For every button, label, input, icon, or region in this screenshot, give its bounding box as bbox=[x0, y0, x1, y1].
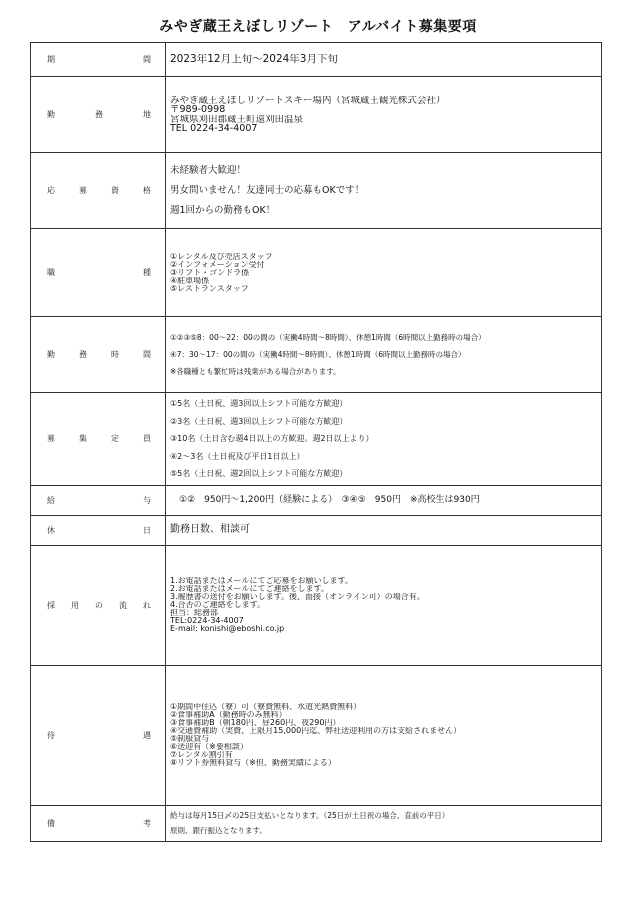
recruitment-table bbox=[30, 42, 602, 842]
row-label bbox=[47, 730, 151, 741]
page-title: みやぎ蔵王えぼしリゾート アルバイト募集要項 bbox=[159, 19, 477, 35]
value-line: ①期間中住込（寮）可（寮費無料、水道光熱費無料） bbox=[170, 703, 362, 711]
value-line: 宮城県刈田郡蔵王町遠刈田温泉 bbox=[170, 114, 304, 124]
label-char: 応 bbox=[47, 186, 55, 195]
label-char: 職 bbox=[47, 268, 55, 277]
value-line: ②食事補助A（勤務時のみ無料） bbox=[170, 711, 287, 719]
label-char: 間 bbox=[143, 350, 151, 359]
value-line: 2023年12月上旬～2024年3月下旬 bbox=[170, 54, 338, 65]
value-line: 男女問いません！友達同士の応募もOKです！ bbox=[170, 184, 365, 196]
label-char: 員 bbox=[143, 434, 151, 444]
row-value bbox=[166, 77, 602, 153]
row-value bbox=[166, 229, 602, 317]
label-char: 与 bbox=[143, 495, 151, 505]
value-line: 担当：総務部 bbox=[170, 609, 218, 617]
row-value bbox=[166, 805, 602, 841]
row-period bbox=[31, 43, 602, 77]
value-line: ⑥送迎有（※要相談） bbox=[170, 743, 248, 751]
row-value bbox=[166, 393, 602, 486]
value-line: ⑧リフト券無料貸与（※但、勤務実績による） bbox=[170, 759, 336, 767]
label-char: 備 bbox=[47, 818, 55, 828]
row-value bbox=[166, 665, 602, 805]
row-label bbox=[47, 433, 151, 444]
label-char: の bbox=[95, 600, 103, 610]
value-line: ①② 950円～1,200円（経験による） ③④⑤ 950円 ※高校生は930円 bbox=[170, 495, 480, 505]
row-benefits bbox=[31, 665, 602, 805]
value-line: ①②③⑤8：00～22：00の間の（実働4時間～8時間）、休憩1時間（6時間以上勤務時の場合） bbox=[170, 333, 486, 342]
label-char: 時 bbox=[111, 350, 119, 359]
value-line: 週1回からの勤務もOK！ bbox=[170, 204, 276, 216]
label-char: 用 bbox=[71, 600, 79, 610]
row-job-type bbox=[31, 229, 602, 317]
row-label bbox=[47, 349, 151, 360]
row-label bbox=[47, 267, 151, 278]
value-line: 4.合否のご連絡をします。 bbox=[170, 601, 265, 609]
label-char: 期 bbox=[47, 55, 55, 64]
row-notes bbox=[31, 805, 602, 841]
label-char: 給 bbox=[47, 495, 55, 505]
label-char: 種 bbox=[143, 268, 151, 277]
value-line: 3.履歴書の送付をお願いします。後、面接（オンライン可）の場合有。 bbox=[170, 593, 425, 601]
value-line: ④2～3名（土日祝及び平日1日以上） bbox=[170, 451, 305, 461]
value-line: みやぎ蔵王えぼしリゾートスキー場内（宮城蔵王観光株式会社） bbox=[170, 95, 446, 105]
label-char: 間 bbox=[143, 55, 151, 64]
row-label bbox=[47, 185, 151, 196]
row-value bbox=[166, 317, 602, 393]
value-line: 2.お電話またはメールにてご連絡をします。 bbox=[170, 585, 329, 593]
value-line: ⑤5名（土日祝、週2回以上シフト可能な方歓迎） bbox=[170, 469, 348, 478]
label-char: 休 bbox=[47, 525, 55, 535]
row-qualification bbox=[31, 153, 602, 229]
value-line: 原則、銀行振込となります。 bbox=[170, 826, 267, 835]
value-line: ⑦レンタル割引有 bbox=[170, 751, 233, 759]
value-line: TEL 0224-34-4007 bbox=[170, 124, 258, 134]
row-label bbox=[47, 54, 151, 65]
label-char: 日 bbox=[143, 525, 151, 535]
label-char: 流 bbox=[119, 600, 127, 610]
value-line: ④駐車場係 bbox=[170, 276, 210, 285]
row-holidays bbox=[31, 515, 602, 545]
row-value bbox=[166, 515, 602, 545]
value-line: ※各職種とも繁忙時は残業がある場合があります。 bbox=[170, 367, 341, 376]
value-line: 〒989-0998 bbox=[170, 105, 226, 115]
label-char: 定 bbox=[111, 434, 119, 444]
label-char: 待 bbox=[47, 730, 55, 740]
label-char: 考 bbox=[143, 818, 151, 828]
label-char: 勤 bbox=[47, 110, 55, 119]
row-label bbox=[47, 525, 151, 536]
value-line: ①5名（土日祝、週3回以上シフト可能な方歓迎） bbox=[170, 399, 348, 408]
value-line: ③10名（土日含む週4日以上の方歓迎。週2日以上より） bbox=[170, 434, 374, 443]
label-char: 募 bbox=[79, 186, 87, 195]
row-capacity bbox=[31, 393, 602, 486]
value-line: ⑤レストランスタッフ bbox=[170, 284, 249, 293]
value-line: ①レンタル及び売店スタッフ bbox=[170, 252, 273, 261]
label-char: れ bbox=[143, 600, 151, 610]
label-char: 務 bbox=[95, 110, 103, 119]
label-char: 務 bbox=[79, 350, 87, 359]
label-char: 集 bbox=[79, 434, 87, 444]
value-line: ③食事補助B（朝180円、昼260円、夜290円） bbox=[170, 719, 341, 727]
label-char: 地 bbox=[143, 110, 151, 119]
value-line: ④7：30～17：00の間の（実働4時間～8時間）、休憩1時間（6時間以上勤務時の場合） bbox=[170, 350, 466, 359]
value-line: ③リフト・ゴンドラ係 bbox=[170, 268, 250, 277]
value-line: 1.お電話またはメールにてご応募をお願いします。 bbox=[170, 577, 353, 585]
value-line: ②インフォメーション受付 bbox=[170, 260, 265, 269]
label-char: 勤 bbox=[47, 350, 55, 359]
row-location bbox=[31, 77, 602, 153]
value-line: TEL:0224-34-4007 bbox=[170, 617, 244, 625]
value-line: ②3名（土日祝、週3回以上シフト可能な方歓迎） bbox=[170, 416, 348, 426]
label-char: 募 bbox=[47, 434, 55, 444]
row-hiring-process bbox=[31, 545, 602, 665]
value-line: 給与は毎月15日〆の25日支払いとなります。（25日が土日祝の場合、直前の平日） bbox=[170, 811, 450, 820]
row-value bbox=[166, 43, 602, 77]
value-line: ⑤制服貸与 bbox=[170, 735, 210, 743]
value-line: E-mail: konishi@eboshi.co.jp bbox=[170, 625, 285, 633]
row-label bbox=[47, 818, 151, 829]
value-line: 未経験者大歓迎！ bbox=[170, 164, 247, 176]
row-label bbox=[47, 495, 151, 506]
row-label bbox=[47, 600, 151, 611]
value-line: 勤務日数、相談可 bbox=[170, 524, 250, 535]
row-working-hours bbox=[31, 317, 602, 393]
row-value bbox=[166, 545, 602, 665]
row-label bbox=[47, 109, 151, 120]
row-value bbox=[166, 153, 602, 229]
row-value bbox=[166, 485, 602, 515]
value-line: ④交通費補助（実費、上限月15,000円迄、弊社送迎利用の方は支給されません） bbox=[170, 727, 462, 735]
row-salary bbox=[31, 485, 602, 515]
label-char: 遇 bbox=[143, 730, 151, 740]
label-char: 格 bbox=[143, 186, 151, 195]
label-char: 採 bbox=[47, 600, 55, 610]
label-char: 資 bbox=[111, 186, 119, 195]
